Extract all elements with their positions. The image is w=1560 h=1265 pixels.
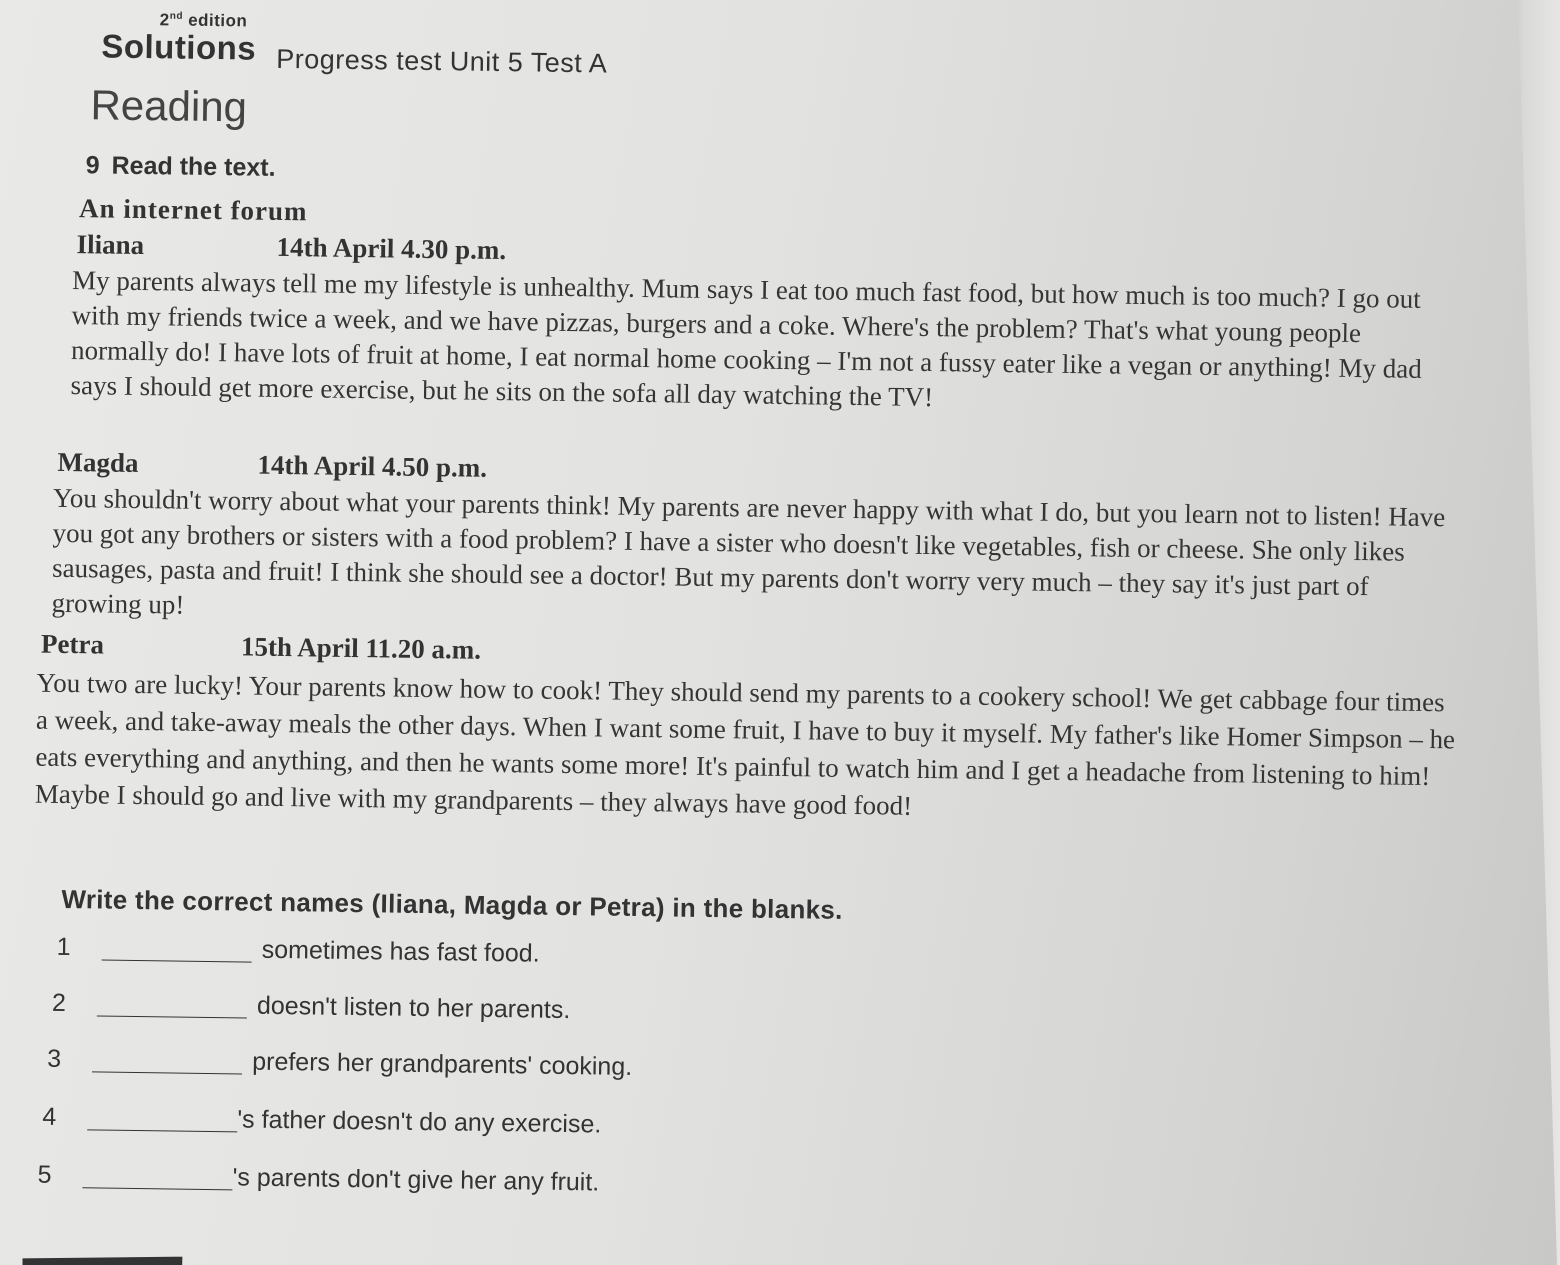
- question-text: 's father doesn't do any exercise.: [237, 1105, 602, 1139]
- question-number: 5: [37, 1160, 52, 1189]
- edition-label: 2nd edition: [159, 10, 248, 31]
- question-text: doesn't listen to her parents.: [256, 991, 571, 1025]
- question-text: prefers her grandparents' cooking.: [252, 1047, 633, 1081]
- question-number: 1: [56, 932, 71, 962]
- test-title: Progress test Unit 5 Test A: [275, 43, 608, 79]
- post-header: [41, 629, 741, 670]
- exercise-text: Read the text.: [111, 151, 276, 182]
- question-text: 's parents don't give her any fruit.: [232, 1163, 600, 1197]
- answer-blank[interactable]: [92, 1071, 242, 1074]
- answer-blank[interactable]: [87, 1129, 237, 1132]
- post-author: Iliana: [76, 229, 145, 261]
- post-author: Magda: [57, 446, 139, 478]
- post-body: My parents always tell me my lifestyle is unhealthy. Mum says I eat too much fast food, but how much is too much? I go out with my friends twice a week, and we have pizzas, burgers and a coke. Where's the problem? That's what young people normally do! I have lots of fruit at home, I eat normal home cooking – I'm not a fussy eater like a vegan or anything! My dad says I should get more exercise, but he sits on the sofa all day watching the TV!: [70, 265, 1422, 413]
- mark-label-cut-off: [22, 1246, 182, 1265]
- task-instruction: Write the correct names (Iliana, Magda or Petra) in the blanks.: [61, 883, 843, 925]
- question-number: 2: [51, 988, 67, 1018]
- section-title: Reading: [90, 81, 248, 131]
- page-fold: [1500, 0, 1560, 1265]
- answer-blank[interactable]: [102, 960, 252, 963]
- post-body: You two are lucky! Your parents know how to cook! They should send my parents to a cookery school! We get cabbage four times a week, and take-away meals the other days. When I want some fruit, I have to buy it myself. My father's like Homer Simpson – he eats everything and anything, and then he wants some more! It's painful to watch him and I get a headache from listening to him! Maybe I should go and live with my grandparents – they always have good food!: [34, 667, 1456, 821]
- forum-title: An internet forum: [78, 193, 308, 227]
- post-author: Petra: [40, 628, 105, 660]
- post-date: 15th April 11.20 a.m.: [240, 631, 482, 665]
- exercise-number: 9: [85, 151, 100, 180]
- post-date: 14th April 4.30 p.m.: [276, 231, 507, 266]
- question-number: 3: [47, 1044, 62, 1073]
- question-number: 4: [42, 1102, 57, 1131]
- question-text: sometimes has fast food.: [261, 935, 540, 968]
- answer-blank[interactable]: [97, 1015, 247, 1018]
- exercise-instruction: [85, 151, 275, 183]
- brand-logo: Solutions: [101, 27, 257, 67]
- post-date: 14th April 4.50 p.m.: [257, 449, 488, 483]
- post-body: You shouldn't worry about what your parents think! My parents are never happy with what I do, but you learn not to listen! Have you got any brothers or sisters with a food problem? I have a sister who doesn't like vegetables, fish or cheese. She only likes sausages, pasta and fruit! I think she should see a doctor! But my parents don't worry very much – they say it's just part of growing up!: [51, 482, 1446, 620]
- answer-blank[interactable]: [82, 1187, 232, 1190]
